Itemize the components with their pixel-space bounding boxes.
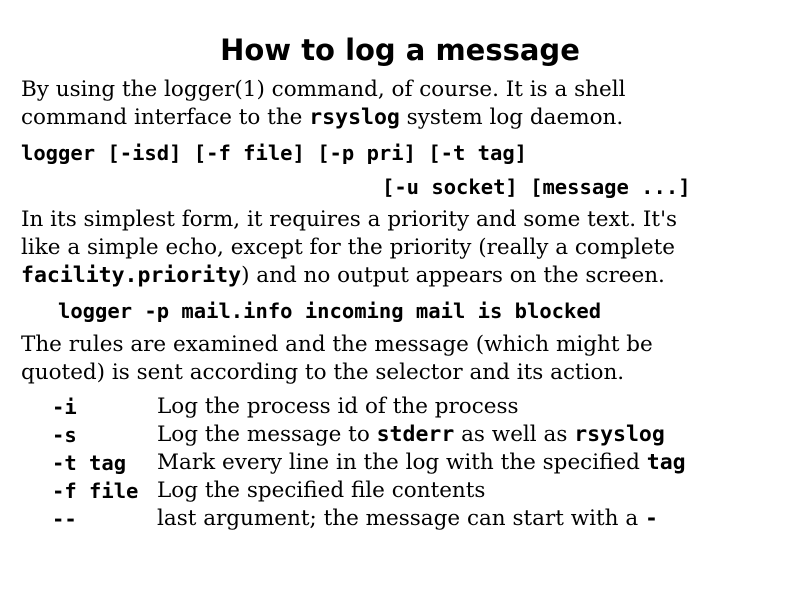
stderr-code: stderr [376, 422, 455, 447]
options-table [52, 393, 686, 533]
intro-paragraph [21, 76, 791, 132]
option-row [52, 393, 686, 421]
rules-line-2: quoted) is sent according to the selector and its action. [21, 360, 625, 385]
option-description [157, 421, 686, 449]
option-flag: -s [52, 423, 77, 447]
intro-line-2-text: command interface to the [21, 105, 310, 130]
option-flag: -- [52, 507, 77, 531]
option-description: Log the process id of the process [157, 394, 519, 419]
option-flag: -t tag [52, 451, 127, 475]
dash-code: - [644, 506, 658, 531]
simplest-line-2: like a simple echo, except for the priority (really a complete [21, 235, 675, 260]
option-row [52, 505, 686, 533]
example-command: logger -p mail.info incoming mail is blocked [58, 299, 602, 323]
option-flag: -f file [52, 479, 139, 503]
option-desc-text: Log the message to [157, 422, 377, 447]
slide-title: How to log a message [220, 33, 580, 67]
intro-line-2-tail: system log daemon. [399, 105, 624, 130]
option-description [157, 505, 686, 533]
option-row [52, 449, 686, 477]
simplest-line-3-tail: ) and no output appears on the screen. [241, 263, 665, 288]
rules-paragraph [21, 331, 791, 387]
tag-code: tag [646, 450, 686, 475]
rsyslog-code: rsyslog [309, 105, 400, 130]
option-description: Log the specified file contents [157, 478, 486, 503]
intro-line-1: By using the logger(1) command, of course. It is a shell [21, 77, 626, 102]
option-row [52, 477, 686, 505]
option-desc-text: Mark every line in the log with the specified [157, 450, 647, 475]
facility-priority-code: facility.priority [21, 263, 242, 288]
option-description [157, 449, 686, 477]
option-desc-text: last argument; the message can start with a [157, 506, 645, 531]
simplest-line-1: In its simplest form, it requires a priority and some text. It's [21, 207, 678, 232]
synopsis-line-2: [-u socket] [message ...] [382, 175, 691, 199]
rsyslog-code: rsyslog [574, 422, 665, 447]
option-flag: -i [52, 395, 77, 419]
rules-line-1: The rules are examined and the message (which might be [21, 332, 653, 357]
simplest-form-paragraph [21, 206, 791, 290]
option-row [52, 421, 686, 449]
synopsis-line-1: logger [-isd] [-f file] [-p pri] [-t tag] [21, 141, 528, 165]
option-desc-text: as well as [454, 422, 575, 447]
